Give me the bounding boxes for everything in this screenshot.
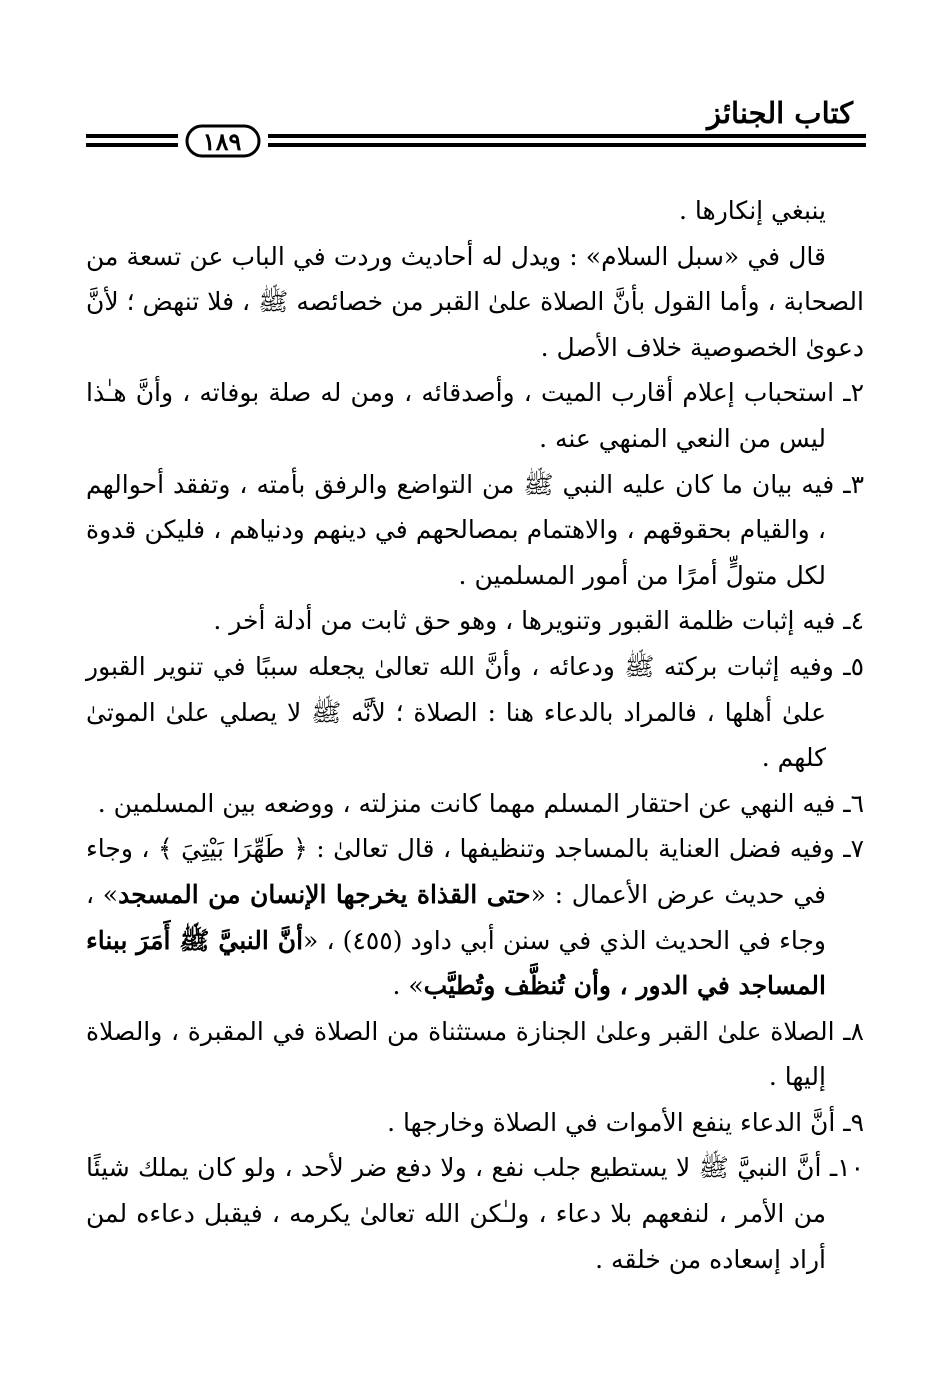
list-item <box>86 1009 864 1100</box>
list-item-number: ١٠ـ <box>829 1153 864 1183</box>
list-item-number: ٦ـ <box>843 788 864 818</box>
list-item-text: » . <box>392 971 424 1001</box>
running-header-title: كتاب الجنائز <box>706 96 853 130</box>
hadith-quote: أنَّ النبيَّ ﷺ أَمَرَ ببناء المساجد في الدور ، وأن تُنظَّف وتُطيَّب <box>86 925 826 1001</box>
list-item-number: ٢ـ <box>843 378 864 408</box>
list-item <box>86 826 864 1008</box>
list-item-number: ٤ـ <box>843 606 864 636</box>
list-item-text: فيه النهي عن احتقار المسلم مهما كانت منزلته ، ووضعه بين المسلمين . <box>97 788 836 818</box>
list-item-number: ٥ـ <box>843 651 864 681</box>
list-item-text: أنَّ النبيَّ ﷺ لا يستطيع جلب نفع ، ولا دفع ضر لأحد ، ولو كان يملك شيئًا من الأمر ، لنفعهم بلا دعاء ، ولـٰكن الله تعالىٰ يكرمه ، فيقبل دعاءه لمن أراد إسعاده من خلقه . <box>86 1153 826 1274</box>
list-item <box>86 781 864 827</box>
list-item-text: فيه إثبات ظلمة القبور وتنويرها ، وهو حق ثابت من أدلة أخر . <box>213 606 836 636</box>
list-item-text: » ، وجاء في الحديث الذي في سنن أبي داود (٤٥٥) ، « <box>86 879 827 955</box>
list-item-number: ٧ـ <box>843 834 864 864</box>
list-item <box>86 462 864 599</box>
list-item <box>86 644 864 781</box>
list-item-text: وفيه فضل العناية بالمساجد وتنظيفها ، قال تعالىٰ : ﴿ طَهِّرَا بَيْتِيَ ﴾ ، وجاء في حديث عرض الأعمال : « <box>86 834 835 909</box>
paragraph: قال في «سبل السلام» : ويدل له أحاديث وردت في الباب عن تسعة من الصحابة ، وأما القول بأنَّ الصلاة علىٰ القبر من خصائصه ﷺ ، فلا تنهض ؛ لأنَّ دعوىٰ الخصوصية خلاف الأصل . <box>86 241 864 362</box>
list-item-number: ٣ـ <box>843 469 864 499</box>
list-item-text: الصلاة علىٰ القبر وعلىٰ الجنازة مستثناة من الصلاة في المقبرة ، والصلاة إليها . <box>86 1016 835 1092</box>
page-body <box>86 188 864 1282</box>
page-number: ١٨٩ <box>202 126 242 156</box>
paragraph: ينبغي إنكارها . <box>679 196 826 225</box>
list-item <box>86 598 864 644</box>
list-item-number: ٩ـ <box>843 1107 864 1137</box>
list-item-text: وفيه إثبات بركته ﷺ ودعائه ، وأنَّ الله تعالىٰ يجعله سببًا في تنوير القبور علىٰ أهلها ، فالمراد بالدعاء هنا : الصلاة ؛ لأنَّه ﷺ لا يصلي علىٰ الموتىٰ كلهم . <box>86 651 834 773</box>
list-item <box>86 1145 864 1282</box>
list-item-text: استحباب إعلام أقارب الميت ، وأصدقائه ، ومن له صلة بوفاته ، وأنَّ هـٰذا ليس من النعي المنهي عنه . <box>86 378 835 453</box>
list-item-text: أنَّ الدعاء ينفع الأموات في الصلاة وخارجها . <box>387 1107 836 1137</box>
list-item <box>86 370 864 461</box>
list-item-text: فيه بيان ما كان عليه النبي ﷺ من التواضع والرفق بأمته ، وتفقد أحوالهم ، والقيام بحقوقهم ، والاهتمام بمصالحهم في دينهم ودنياهم ، فليكن قدوة لكل متولٍّ أمرًا من أمور المسلمين . <box>86 469 835 590</box>
list-item-number: ٨ـ <box>843 1016 864 1046</box>
list-item <box>86 1100 864 1146</box>
hadith-quote: حتى القذاة يخرجها الإنسان من المسجد <box>118 879 531 909</box>
